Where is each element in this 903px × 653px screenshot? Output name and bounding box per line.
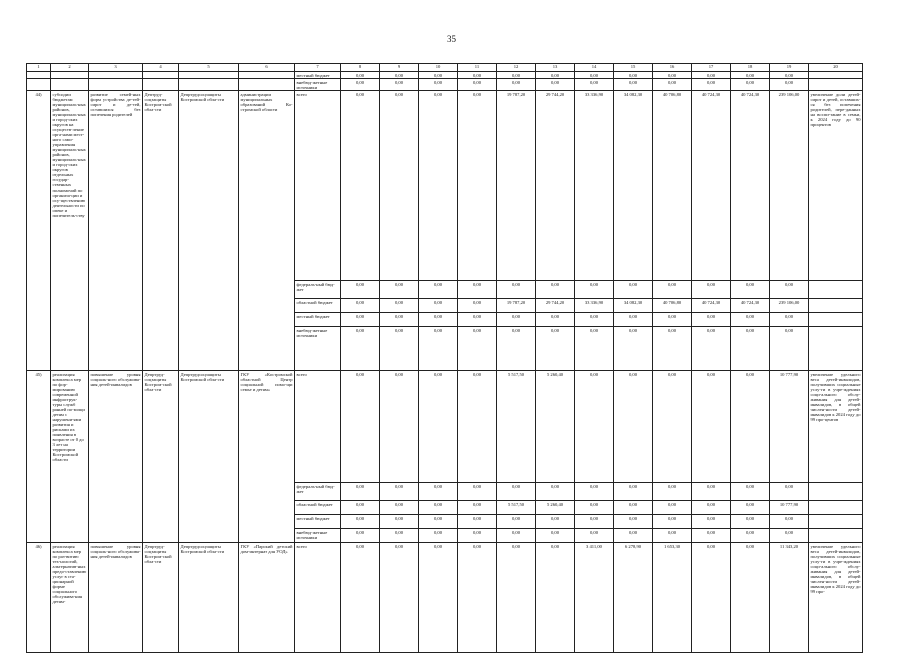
empty-cell [809,72,863,79]
responsible-customer: Дептруд-соцзащиты Костром-ской обла-сти [143,91,179,371]
amount-cell: 0,00 [731,72,770,79]
amount-cell: 0,00 [653,529,692,543]
amount-cell: 0,00 [497,515,536,529]
amount-cell: 0,00 [575,529,614,543]
amount-cell: 0,00 [419,327,458,371]
amount-cell: 0,00 [536,313,575,327]
funding-source: внебюд-жетные источники [295,529,341,543]
expected-result: увеличение удельного веса детей-инвалидов, получивших социальные услу-ги в учре-ждениях соци-ального обслу-живания для детей-инвалидов, в общей числен-ности детей-инвалидов к 2024 году до 99 про- [809,543,863,653]
amount-cell: 0,00 [770,281,809,299]
funding-source: внебюд-жетные источники [295,79,341,91]
amount-cell: 0,00 [341,529,380,543]
amount-cell: 11 343,20 [770,543,809,653]
amount-cell: 0,00 [458,371,497,483]
amount-cell: 0,00 [614,515,653,529]
budget-table [26,63,863,653]
amount-cell: 0,00 [458,91,497,281]
empty-cell [809,483,863,501]
column-number: 5 [179,64,239,72]
amount-cell: 0,00 [380,501,419,515]
column-number: 19 [770,64,809,72]
funding-source: федераль-ный бюд-жет [295,281,341,299]
empty-cell [809,281,863,299]
amount-cell: 0,00 [380,483,419,501]
column-number: 10 [419,64,458,72]
amount-cell: 3 411,00 [575,543,614,653]
amount-cell: 0,00 [380,327,419,371]
table-row [27,543,863,653]
funding-source: федераль-ный бюд-жет [295,483,341,501]
amount-cell: 0,00 [731,483,770,501]
amount-cell: 5 517,50 [497,501,536,515]
amount-cell: 239 106,00 [770,299,809,313]
recipient: ГКУ «Парский детский дом-интернат для УОД» [239,543,295,653]
amount-cell: 5 517,50 [497,371,536,483]
amount-cell: 0,00 [614,371,653,483]
amount-cell: 0,00 [419,501,458,515]
table-row [27,79,863,91]
funding-source: местный бюджет [295,515,341,529]
amount-cell: 29 744,20 [536,299,575,313]
amount-cell: 40 706,80 [653,91,692,281]
amount-cell: 0,00 [614,501,653,515]
column-number: 14 [575,64,614,72]
amount-cell: 0,00 [458,501,497,515]
amount-cell: 0,00 [575,501,614,515]
amount-cell: 0,00 [419,483,458,501]
empty-cell [179,79,239,91]
amount-cell: 0,00 [614,327,653,371]
amount-cell: 10 777,90 [770,501,809,515]
amount-cell: 0,00 [497,483,536,501]
amount-cell: 0,00 [380,515,419,529]
amount-cell: 0,00 [497,281,536,299]
amount-cell: 0,00 [341,327,380,371]
amount-cell: 0,00 [497,543,536,653]
amount-cell: 33 336,90 [575,91,614,281]
column-number: 12 [497,64,536,72]
row-number: 44) [27,91,51,371]
amount-cell: 0,00 [770,515,809,529]
empty-cell [239,79,295,91]
amount-cell: 0,00 [458,72,497,79]
empty-cell [143,72,179,79]
amount-cell: 0,00 [458,79,497,91]
amount-cell: 0,00 [731,313,770,327]
empty-cell [809,79,863,91]
amount-cell: 0,00 [692,79,731,91]
amount-cell: 0,00 [575,515,614,529]
amount-cell: 40 724,30 [731,299,770,313]
amount-cell: 34 082,30 [614,91,653,281]
amount-cell: 0,00 [770,313,809,327]
expected-result: увеличение доли детей-сирот и детей, оставших-ся без попечения родителей, пере-данных на воспи-тание в семьи, к 2024 году до 90 процентов [809,91,863,281]
measure-goal: повышение уровня социаль-ного обслужива-ния детей-инвалидов [89,543,143,653]
table-header-row [27,64,863,72]
amount-cell: 0,00 [653,327,692,371]
executor: Депртрудсоцзащиты Костромской обла-сти [179,91,239,371]
amount-cell: 40 706,80 [653,299,692,313]
empty-cell [809,327,863,371]
amount-cell: 0,00 [731,529,770,543]
amount-cell: 0,00 [341,501,380,515]
amount-cell: 239 106,00 [770,91,809,281]
amount-cell: 0,00 [692,313,731,327]
amount-cell: 0,00 [653,313,692,327]
amount-cell: 0,00 [731,327,770,371]
amount-cell: 0,00 [419,299,458,313]
amount-cell: 5 260,40 [536,371,575,483]
amount-cell: 0,00 [653,72,692,79]
column-number: 1 [27,64,51,72]
amount-cell: 0,00 [458,299,497,313]
amount-cell: 33 336,90 [575,299,614,313]
amount-cell: 0,00 [497,529,536,543]
empty-cell [179,72,239,79]
amount-cell: 0,00 [536,483,575,501]
amount-cell: 0,00 [497,72,536,79]
column-number: 3 [89,64,143,72]
amount-cell: 0,00 [770,327,809,371]
page-number: 35 [447,34,456,44]
amount-cell: 0,00 [653,501,692,515]
empty-cell [51,79,89,91]
empty-cell [27,72,51,79]
amount-cell: 0,00 [614,281,653,299]
amount-cell: 5 260,40 [536,501,575,515]
executor: Депртрудсоцзащиты Костромской обла-сти [179,371,239,543]
amount-cell: 0,00 [536,327,575,371]
amount-cell: 0,00 [380,72,419,79]
amount-cell: 0,00 [692,529,731,543]
amount-cell: 0,00 [692,281,731,299]
amount-cell: 0,00 [380,91,419,281]
measure-name: реализация комплекса мер по раз-витию тех-нологий, альтернатив-ных предо-ставлению услуг в ста-ционарной форме социального обслужива-ния детям- [51,543,89,653]
amount-cell: 0,00 [770,529,809,543]
column-number: 2 [51,64,89,72]
column-number: 18 [731,64,770,72]
amount-cell: 0,00 [458,515,497,529]
amount-cell: 0,00 [692,543,731,653]
amount-cell: 0,00 [341,281,380,299]
amount-cell: 34 082,30 [614,299,653,313]
amount-cell: 19 787,20 [497,91,536,281]
funding-source: областной бюджет [295,299,341,313]
amount-cell: 0,00 [731,281,770,299]
empty-cell [143,79,179,91]
amount-cell: 0,00 [575,371,614,483]
amount-cell: 0,00 [380,299,419,313]
amount-cell: 19 787,20 [497,299,536,313]
amount-cell: 0,00 [419,371,458,483]
amount-cell: 0,00 [575,72,614,79]
amount-cell: 0,00 [497,313,536,327]
amount-cell: 0,00 [692,501,731,515]
amount-cell: 0,00 [770,79,809,91]
funding-source: всего [295,91,341,281]
amount-cell: 0,00 [575,79,614,91]
empty-cell [809,529,863,543]
amount-cell: 0,00 [419,313,458,327]
column-number: 16 [653,64,692,72]
amount-cell: 0,00 [536,79,575,91]
empty-cell [89,79,143,91]
amount-cell: 0,00 [458,327,497,371]
amount-cell: 0,00 [419,91,458,281]
amount-cell: 0,00 [458,529,497,543]
empty-cell [27,79,51,91]
amount-cell: 0,00 [497,79,536,91]
amount-cell: 0,00 [380,543,419,653]
amount-cell: 0,00 [458,543,497,653]
amount-cell: 0,00 [536,515,575,529]
amount-cell: 29 744,20 [536,91,575,281]
amount-cell: 40 724,30 [692,91,731,281]
amount-cell: 0,00 [692,515,731,529]
amount-cell: 0,00 [770,483,809,501]
column-number: 9 [380,64,419,72]
amount-cell: 0,00 [614,79,653,91]
column-number: 20 [809,64,863,72]
amount-cell: 0,00 [653,371,692,483]
recipient: ГКУ «Костромской областной Центр социальной помо-щи семье и детям» [239,371,295,543]
empty-cell [809,313,863,327]
amount-cell: 0,00 [458,313,497,327]
amount-cell: 0,00 [614,72,653,79]
amount-cell: 0,00 [575,281,614,299]
amount-cell: 0,00 [614,313,653,327]
funding-source: всего [295,543,341,653]
responsible-customer: Депртруд-соцзащиты Костром-ской обла-сти [143,371,179,543]
amount-cell: 0,00 [341,483,380,501]
measure-goal: повышение уровня социаль-ного обслужива-ния детей-инвалидов [89,371,143,543]
amount-cell: 0,00 [653,515,692,529]
amount-cell: 0,00 [380,79,419,91]
table-row [27,371,863,483]
amount-cell: 0,00 [770,72,809,79]
measure-goal: развитие семей-ных форм устройства де-тей-сирот и де-тей, оставшихся без попечения родителей [89,91,143,371]
amount-cell: 0,00 [692,327,731,371]
amount-cell: 0,00 [692,483,731,501]
amount-cell: 0,00 [419,515,458,529]
amount-cell: 0,00 [380,281,419,299]
empty-cell [809,515,863,529]
amount-cell: 10 777,90 [770,371,809,483]
table-row [27,91,863,281]
amount-cell: 0,00 [692,371,731,483]
row-number: 45) [27,371,51,543]
amount-cell: 6 278,90 [614,543,653,653]
executor: Депртрудсоцзащиты Костромской обла-сти [179,543,239,653]
amount-cell: 0,00 [380,313,419,327]
amount-cell: 0,00 [575,483,614,501]
measure-name: реализация комплекса мер по фор-мированию современной инфраструк-туры служб ранней по-мощи детям с нарушени-ями развития и рисками их появления в возрасте от 0 до 3 лет на территории Костромской области [51,371,89,543]
amount-cell: 0,00 [731,515,770,529]
funding-source: областной бюджет [295,501,341,515]
amount-cell: 0,00 [536,72,575,79]
amount-cell: 0,00 [614,483,653,501]
recipient: администрации муниципальных образований Ко-стромской области [239,91,295,371]
amount-cell: 1 653,30 [653,543,692,653]
column-number: 17 [692,64,731,72]
amount-cell: 0,00 [341,79,380,91]
empty-cell [89,72,143,79]
amount-cell: 0,00 [731,501,770,515]
responsible-customer: Депртруд-соцзащиты Костром-ской обла-сти [143,543,179,653]
amount-cell: 0,00 [380,529,419,543]
column-number: 11 [458,64,497,72]
empty-cell [51,72,89,79]
column-number: 4 [143,64,179,72]
funding-source: внебюд-жетные источники [295,327,341,371]
table-row [27,72,863,79]
amount-cell: 0,00 [341,299,380,313]
amount-cell: 0,00 [536,529,575,543]
column-number: 15 [614,64,653,72]
amount-cell: 0,00 [731,543,770,653]
amount-cell: 0,00 [536,543,575,653]
funding-source: местный бюджет [295,313,341,327]
amount-cell: 0,00 [458,281,497,299]
amount-cell: 40 724,30 [692,299,731,313]
column-number: 8 [341,64,380,72]
column-number: 6 [239,64,295,72]
amount-cell: 40 724,30 [731,91,770,281]
amount-cell: 0,00 [575,327,614,371]
empty-cell [809,299,863,313]
amount-cell: 0,00 [653,483,692,501]
amount-cell: 0,00 [575,313,614,327]
funding-source: всего [295,371,341,483]
empty-cell [239,72,295,79]
column-number: 7 [295,64,341,72]
amount-cell: 0,00 [653,281,692,299]
amount-cell: 0,00 [419,529,458,543]
column-number: 13 [536,64,575,72]
amount-cell: 0,00 [419,72,458,79]
empty-cell [809,501,863,515]
amount-cell: 0,00 [536,281,575,299]
amount-cell: 0,00 [341,91,380,281]
amount-cell: 0,00 [458,483,497,501]
amount-cell: 0,00 [380,371,419,483]
amount-cell: 0,00 [497,327,536,371]
amount-cell: 0,00 [731,79,770,91]
amount-cell: 0,00 [419,79,458,91]
measure-name: субсидии бюджетам муниципаль-ных районов, муниципаль-ных и город-ских округов на осуществ-ление орга-нами мест-ного само-управления муниципаль-ных районов, муниципаль-ных и город-ских округов отдельных государ-ственных полномочий по организа-ции и осу-ществлению деятельности по опеке и попечитель-ству [51,91,89,371]
amount-cell: 0,00 [614,529,653,543]
amount-cell: 0,00 [419,281,458,299]
funding-source: местный бюджет [295,72,341,79]
amount-cell: 0,00 [653,79,692,91]
amount-cell: 0,00 [341,313,380,327]
amount-cell: 0,00 [341,543,380,653]
amount-cell: 0,00 [341,371,380,483]
amount-cell: 0,00 [419,543,458,653]
expected-result: увеличение удельного веса детей-инвалидов, получивших социальные услу-ги в учре-ждениях соци-ального обслу-живания для детей-инвалидов, в общей числен-ности детей-инвалидов к 2024 году до 99 про-центов [809,371,863,483]
amount-cell: 0,00 [692,72,731,79]
amount-cell: 0,00 [341,72,380,79]
amount-cell: 0,00 [731,371,770,483]
row-number: 46) [27,543,51,653]
amount-cell: 0,00 [341,515,380,529]
